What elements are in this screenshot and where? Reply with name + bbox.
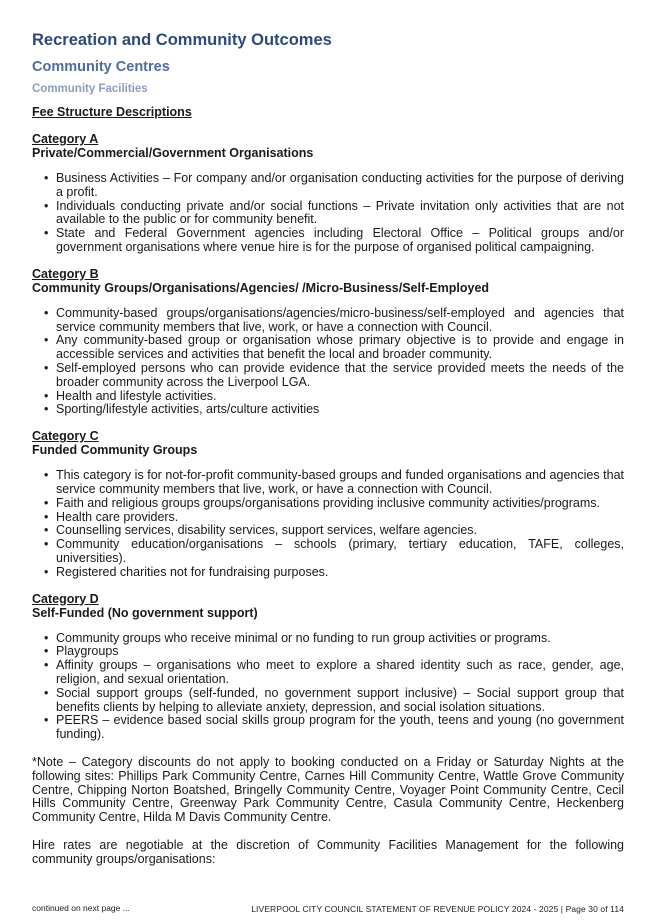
list-item: • Community-based groups/organisations/agencies/micro-business/self-employed and agencies that service community members that live, work, or have a connection with Council. [32, 307, 624, 335]
category-section [32, 592, 624, 742]
document-page [32, 30, 624, 866]
category-list [32, 632, 624, 742]
list-item: • Social support groups (self-funded, no government support inclusive) – Social support group that benefits clients by helping to alleviate anxiety, depression, and social isolation situations. [32, 687, 624, 715]
category-subtitle: Private/Commercial/Government Organisations [32, 146, 314, 160]
list-item: • Counselling services, disability services, support services, welfare agencies. [32, 524, 624, 538]
category-title: Category A [32, 132, 99, 146]
list-item: • Health care providers. [32, 511, 624, 525]
category-list [32, 307, 624, 417]
list-item: • Playgroups [32, 645, 624, 659]
subsection-title: Community Facilities [32, 83, 148, 95]
section-title: Community Centres [32, 59, 170, 75]
list-item: • Registered charities not for fundraising purposes. [32, 566, 624, 580]
list-item: • Affinity groups – organisations who meet to explore a shared identity such as race, gender, age, religion, and sexual orientation. [32, 659, 624, 687]
category-note: *Note – Category discounts do not apply to booking conducted on a Friday or Saturday Nights at the following sites: Phillips Park Community Centre, Carnes Hill Community Centre, Wattle Grove Community Centre, Chipping Norton Boatshed, Bringelly Community Centre, Voyager Point Community Centre, Cecil Hills Community Centre, Greenway Park Community Centre, Casula Community Centre, Heckenberg Community Centre, Hilda M Davis Community Centre. [32, 754, 624, 825]
list-item: • State and Federal Government agencies including Electoral Office – Political groups and/or government organisations where venue hire is for the purpose of organised political campaigning. [32, 227, 624, 255]
list-item: • This category is for not-for-profit community-based groups and funded organisations and agencies that service community members that live, work, or have a connection with Council. [32, 469, 624, 497]
category-title: Category B [32, 266, 99, 281]
hire-rates-text: Hire rates are negotiable at the discretion of Community Facilities Management for the following community groups/organisations: [32, 837, 624, 866]
list-item: • Community education/organisations – schools (primary, tertiary education, TAFE, colleges, universities). [32, 538, 624, 566]
category-subtitle: Funded Community Groups [32, 443, 198, 458]
list-item: • Business Activities – For company and/or organisation conducting activities for the purpose of deriving a profit. [32, 172, 624, 200]
list-item: • Any community-based group or organisation whose primary objective is to provide and engage in accessible services and activities that benefit the local and broader community. [32, 334, 624, 362]
category-subtitle: Community Groups/Organisations/Agencies/ /Micro-Business/Self-Employed [32, 280, 490, 295]
category-subtitle: Self-Funded (No government support) [32, 605, 258, 620]
list-item: • Individuals conducting private and/or social functions – Private invitation only activities that are not available to the public or for community benefit. [32, 200, 624, 228]
categories-container [32, 132, 624, 742]
list-item: • Community groups who receive minimal or no funding to run group activities or programs. [32, 632, 624, 646]
category-section [32, 267, 624, 417]
footer-page-info: LIVERPOOL CITY COUNCIL STATEMENT OF REVENUE POLICY 2024 - 2025 | Page 30 of 114 [251, 904, 624, 914]
footer-continued: continued on next page ... [32, 903, 130, 913]
list-item: • Sporting/lifestyle activities, arts/culture activities [32, 403, 624, 417]
category-section [32, 429, 624, 579]
category-title: Category D [32, 591, 99, 606]
list-item: • Self-employed persons who can provide evidence that the service provided meets the needs of the broader community across the Liverpool LGA. [32, 362, 624, 390]
page-title: Recreation and Community Outcomes [32, 31, 332, 49]
list-item: • PEERS – evidence based social skills group program for the youth, teens and young (no government funding). [32, 714, 624, 742]
list-item: • Faith and religious groups groups/organisations providing inclusive community activities/programs. [32, 497, 624, 511]
category-list [32, 469, 624, 579]
category-section [32, 132, 624, 255]
category-title: Category C [32, 429, 99, 444]
category-list [32, 172, 624, 255]
fee-structure-heading: Fee Structure Descriptions [32, 105, 192, 119]
list-item: • Health and lifestyle activities. [32, 390, 624, 404]
